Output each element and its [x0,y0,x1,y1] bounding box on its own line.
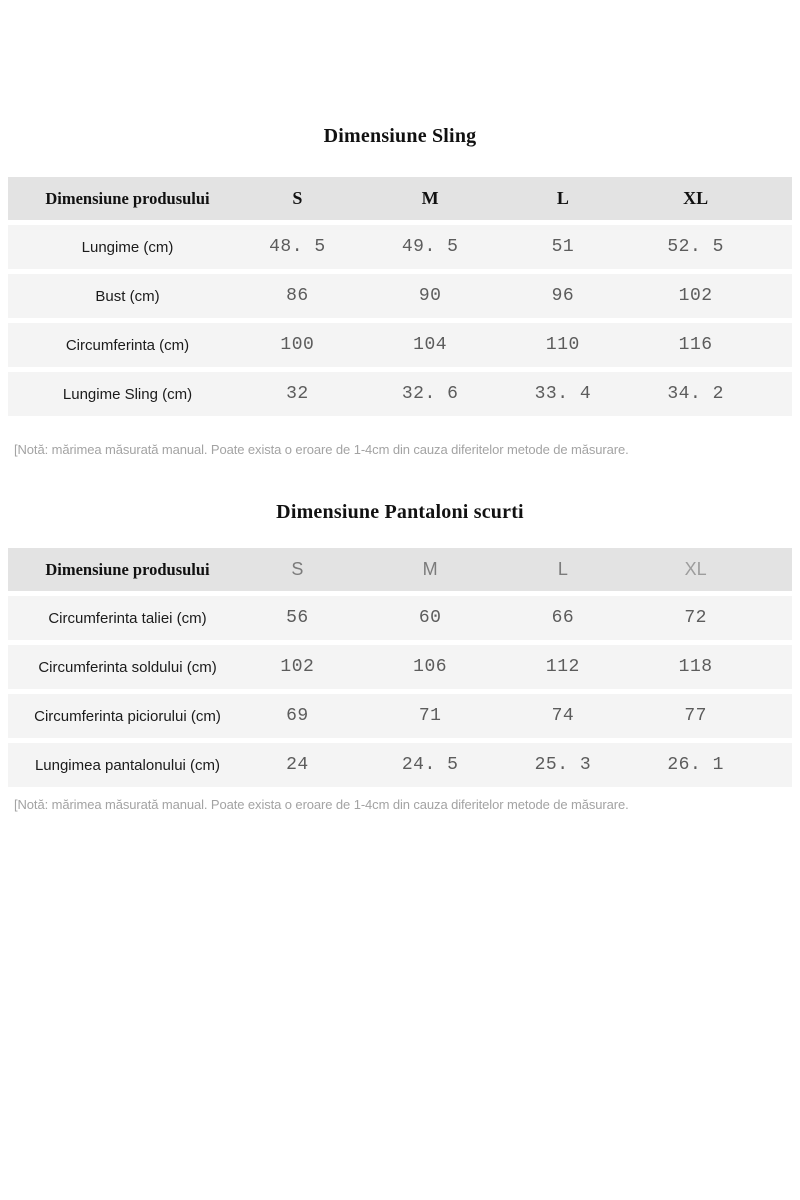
measurement-note: [Notă: mărimea măsurată manual. Poate exista o eroare de 1-4cm din cauza diferitelor metode de măsurare. [14,442,629,457]
cell-value: 48. 5 [269,237,326,257]
cell-value: 86 [286,286,309,306]
header-product-dimension-label: Dimensiune produsului [45,188,210,208]
cell-value: 102 [678,286,713,306]
cell-value: 51 [551,237,575,257]
cell-value: 56 [286,608,309,628]
table-row [8,694,792,738]
measurement-note: [Notă: mărimea măsurată manual. Poate exista o eroare de 1-4cm din cauza diferitelor metode de măsurare. [14,797,629,812]
cell-value: 106 [413,657,448,677]
cell-value: 52. 5 [667,237,724,257]
cell-value: 69 [286,706,309,726]
cell-value: 32. 6 [401,384,459,404]
cell-value: 90 [418,286,442,306]
row-label: Lungime Sling (cm) [62,385,193,403]
shorts-size-title: Dimensiune Pantaloni scurti [276,501,524,523]
row-label: Lungimea pantalonului (cm) [34,756,221,774]
cell-value: 71 [418,706,442,726]
cell-value: 100 [280,335,315,355]
header-size-l: L [556,188,569,208]
header-product-dimension-label: Dimensiune produsului [45,559,210,579]
row-label: Circumferinta (cm) [65,336,190,354]
cell-value: 26. 1 [667,755,724,775]
cell-value: 96 [551,286,575,306]
cell-value: 104 [413,335,448,355]
table-row [8,596,792,640]
sling-size-table [8,177,792,416]
cell-value: 32 [286,384,309,404]
row-label: Circumferinta taliei (cm) [48,609,207,627]
cell-value: 77 [684,706,707,726]
table-row [8,323,792,367]
cell-value: 25. 3 [534,755,592,775]
header-size-m: M [421,188,439,208]
table-row [8,372,792,416]
sling-size-section [8,0,792,458]
table-row [8,274,792,318]
cell-value: 110 [545,335,580,355]
row-label: Lungime (cm) [81,238,174,256]
cell-value: 116 [678,335,713,355]
header-size-xl: XL [684,559,707,579]
sling-size-title: Dimensiune Sling [323,125,477,147]
cell-value: 102 [280,657,315,677]
cell-value: 112 [545,657,580,677]
header-size-s: S [291,559,304,579]
header-size-l: L [557,559,568,579]
header-size-xl: XL [683,188,709,208]
header-size-m: M [422,559,438,579]
cell-value: 24. 5 [401,755,459,775]
table-row [8,645,792,689]
shorts-size-table [8,548,792,787]
cell-value: 24 [286,755,309,775]
cell-value: 72 [684,608,707,628]
cell-value: 34. 2 [667,384,724,404]
row-label: Circumferinta soldului (cm) [38,658,217,676]
header-size-s: S [292,188,303,208]
cell-value: 33. 4 [534,384,592,404]
table-row [8,743,792,787]
shorts-size-section [8,500,792,813]
cell-value: 118 [678,657,713,677]
row-label: Bust (cm) [95,287,160,305]
sling-header-row [8,177,792,220]
shorts-header-row [8,548,792,591]
cell-value: 74 [551,706,575,726]
row-label: Circumferinta piciorului (cm) [34,707,221,725]
cell-value: 49. 5 [401,237,459,257]
table-row [8,225,792,269]
cell-value: 60 [418,608,442,628]
cell-value: 66 [551,608,575,628]
